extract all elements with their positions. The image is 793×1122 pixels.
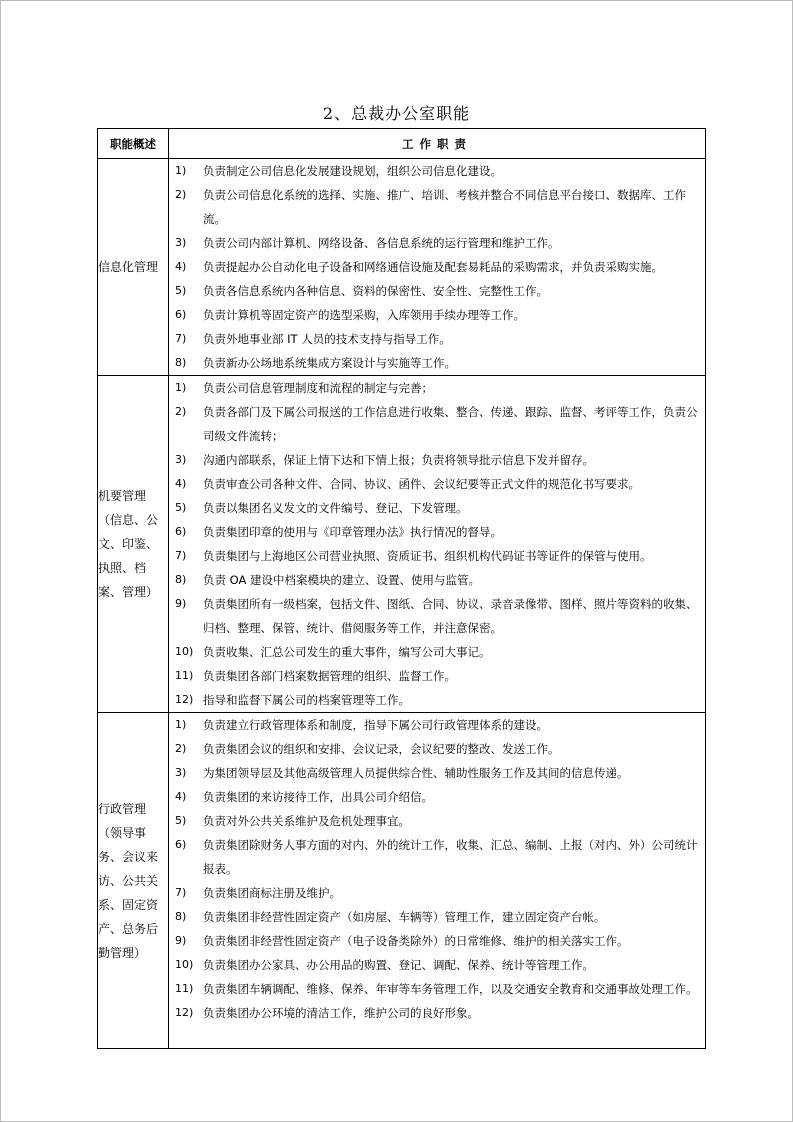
item-number: 6)	[175, 308, 187, 321]
item-number: 3)	[175, 766, 187, 779]
table-row	[98, 713, 706, 1049]
item-number: 2)	[175, 742, 187, 755]
item-number: 10)	[175, 958, 194, 971]
category-cell: 行政管理（领导事务、会议来访、公共关系、固定资产、总务后勤管理）	[98, 713, 169, 1049]
item-number: 1)	[175, 718, 187, 731]
category-cell: 信息化管理	[98, 159, 169, 376]
list-item	[169, 905, 705, 929]
item-text: 负责集团除财务人事方面的对内、外的统计工作，收集、汇总、编制、上报（对内、外）公司统计报表。	[203, 838, 698, 876]
list-item	[169, 231, 705, 255]
list-item	[169, 327, 705, 351]
item-text: 负责集团非经营性固定资产（电子设备类除外）的日常维修、维护的相关落实工作。	[203, 934, 629, 948]
item-text: 负责集团办公环境的清洁工作，维护公司的良好形象。	[203, 1006, 479, 1020]
list-item	[169, 761, 705, 785]
list-item	[169, 929, 705, 953]
list-item	[169, 376, 705, 400]
item-text: 负责以集团名义发文的文件编号、登记、下发管理。	[203, 501, 468, 515]
list-item	[169, 544, 705, 568]
list-item	[169, 713, 705, 737]
item-text: 负责集团会议的组织和安排、会议记录，会议纪要的整改、发送工作。	[203, 742, 560, 756]
item-number: 12)	[175, 693, 194, 706]
item-number: 7)	[175, 332, 187, 345]
duties-cell	[169, 376, 706, 713]
list-item	[169, 568, 705, 592]
item-number: 4)	[175, 477, 187, 490]
item-text: 负责集团非经营性固定资产（如房屋、车辆等）管理工作，建立固定资产台帐。	[203, 910, 606, 924]
item-number: 2)	[175, 405, 187, 418]
item-text: 负责集团所有一级档案，包括文件、图纸、合同、协议、录音录像带、图样、照片等资料的收集、归档、整理、保管、统计、借阅服务等工作，并注意保密。	[203, 597, 698, 635]
item-text: 负责计算机等固定资产的选型采购，入库领用手续办理等工作。	[203, 308, 525, 322]
list-item	[169, 1001, 705, 1025]
item-text: 负责建立行政管理体系和制度，指导下属公司行政管理体系的建设。	[203, 718, 548, 732]
item-text: 负责新办公场地系统集成方案设计与实施等工作。	[203, 356, 456, 370]
item-text: 负责外地事业部 IT 人员的技术支持与指导工作。	[203, 332, 451, 346]
item-text: 指导和监督下属公司的档案管理等工作。	[203, 693, 410, 707]
item-number: 3)	[175, 236, 187, 249]
item-number: 8)	[175, 910, 187, 923]
list-item	[169, 592, 705, 640]
item-number: 1)	[175, 381, 187, 394]
table-row	[98, 376, 706, 713]
list-item	[169, 472, 705, 496]
item-number: 5)	[175, 284, 187, 297]
duties-table	[97, 128, 706, 1049]
item-text: 负责集团印章的使用与《印章管理办法》执行情况的督导。	[203, 525, 502, 539]
item-number: 7)	[175, 549, 187, 562]
item-number: 5)	[175, 501, 187, 514]
item-text: 负责对外公共关系维护及危机处理事宜。	[203, 814, 410, 828]
list-item	[169, 785, 705, 809]
table-header-row	[98, 129, 706, 159]
list-item	[169, 664, 705, 688]
header-duties: 工作职责	[169, 129, 706, 159]
item-number: 7)	[175, 886, 187, 899]
list-item	[169, 881, 705, 905]
item-text: 为集团领导层及其他高级管理人员提供综合性、辅助性服务工作及其间的信息传递。	[203, 766, 629, 780]
item-text: 负责各信息系统内各种信息、资料的保密性、安全性、完整性工作。	[203, 284, 548, 298]
list-item	[169, 520, 705, 544]
list-item	[169, 953, 705, 977]
item-text: 负责各部门及下属公司报送的工作信息进行收集、整合、传递、跟踪、监督、考评等工作，负责公司级文件流转；	[203, 405, 698, 443]
item-number: 9)	[175, 934, 187, 947]
table-row	[98, 159, 706, 376]
item-number: 6)	[175, 525, 187, 538]
category-cell: 机要管理（信息、公文、印鉴、执照、档案、管理）	[98, 376, 169, 713]
item-text: 沟通内部联系，保证上情下达和下情上报；负责将领导批示信息下发并留存。	[203, 453, 594, 467]
item-number: 1)	[175, 164, 187, 177]
list-item	[169, 833, 705, 881]
item-number: 12)	[175, 1006, 194, 1019]
item-text: 负责提起办公自动化电子设备和网络通信设施及配套易耗品的采购需求，并负责采购实施。	[203, 260, 663, 274]
list-item	[169, 496, 705, 520]
item-number: 3)	[175, 453, 187, 466]
duties-cell	[169, 159, 706, 376]
header-summary: 职能概述	[98, 129, 169, 159]
list-item	[169, 448, 705, 472]
item-number: 6)	[175, 838, 187, 851]
item-number: 11)	[175, 669, 194, 682]
item-text: 负责集团与上海地区公司营业执照、资质证书、组织机构代码证书等证件的保管与使用。	[203, 549, 652, 563]
table-body	[98, 159, 706, 1049]
item-number: 4)	[175, 260, 187, 273]
list-item	[169, 400, 705, 448]
item-number: 5)	[175, 814, 187, 827]
item-number: 2)	[175, 188, 187, 201]
item-text: 负责集团各部门档案数据管理的组织、监督工作。	[203, 669, 456, 683]
page-title: 2、总裁办公室职能	[322, 104, 471, 123]
item-text: 负责收集、汇总公司发生的重大事件，编写公司大事记。	[203, 645, 491, 659]
list-item	[169, 183, 705, 231]
item-text: 负责制定公司信息化发展建设规划，组织公司信息化建设。	[203, 164, 502, 178]
list-item	[169, 279, 705, 303]
item-number: 11)	[175, 982, 194, 995]
list-item	[169, 303, 705, 327]
item-text: 负责公司信息化系统的选择、实施、推广、培训、考核并整合不同信息平台接口、数据库、工作流。	[203, 188, 686, 226]
list-item	[169, 809, 705, 833]
item-text: 负责 OA 建设中档案模块的建立、设置、使用与监管。	[203, 573, 481, 587]
list-item	[169, 688, 705, 712]
list-item	[169, 255, 705, 279]
list-item	[169, 977, 705, 1001]
list-item	[169, 351, 705, 375]
item-text: 负责集团的来访接待工作，出具公司介绍信。	[203, 790, 433, 804]
item-text: 负责集团商标注册及维护。	[203, 886, 341, 900]
item-text: 负责公司内部计算机、网络设备、各信息系统的运行管理和维护工作。	[203, 236, 560, 250]
duties-cell	[169, 713, 706, 1049]
item-text: 负责审查公司各种文件、合同、协议、函件、会议纪要等正式文件的规范化书写要求。	[203, 477, 640, 491]
item-number: 4)	[175, 790, 187, 803]
item-text: 负责公司信息管理制度和流程的制定与完善；	[203, 381, 433, 395]
item-number: 10)	[175, 645, 194, 658]
item-text: 负责集团办公家具、办公用品的购置、登记、调配、保养、统计等管理工作。	[203, 958, 594, 972]
item-number: 8)	[175, 573, 187, 586]
item-text: 负责集团车辆调配、维修、保养、年审等车务管理工作，以及交通安全教育和交通事故处理工作。	[203, 982, 698, 996]
list-item	[169, 737, 705, 761]
list-item	[169, 159, 705, 183]
list-item	[169, 640, 705, 664]
item-number: 9)	[175, 597, 187, 610]
item-number: 8)	[175, 356, 187, 369]
